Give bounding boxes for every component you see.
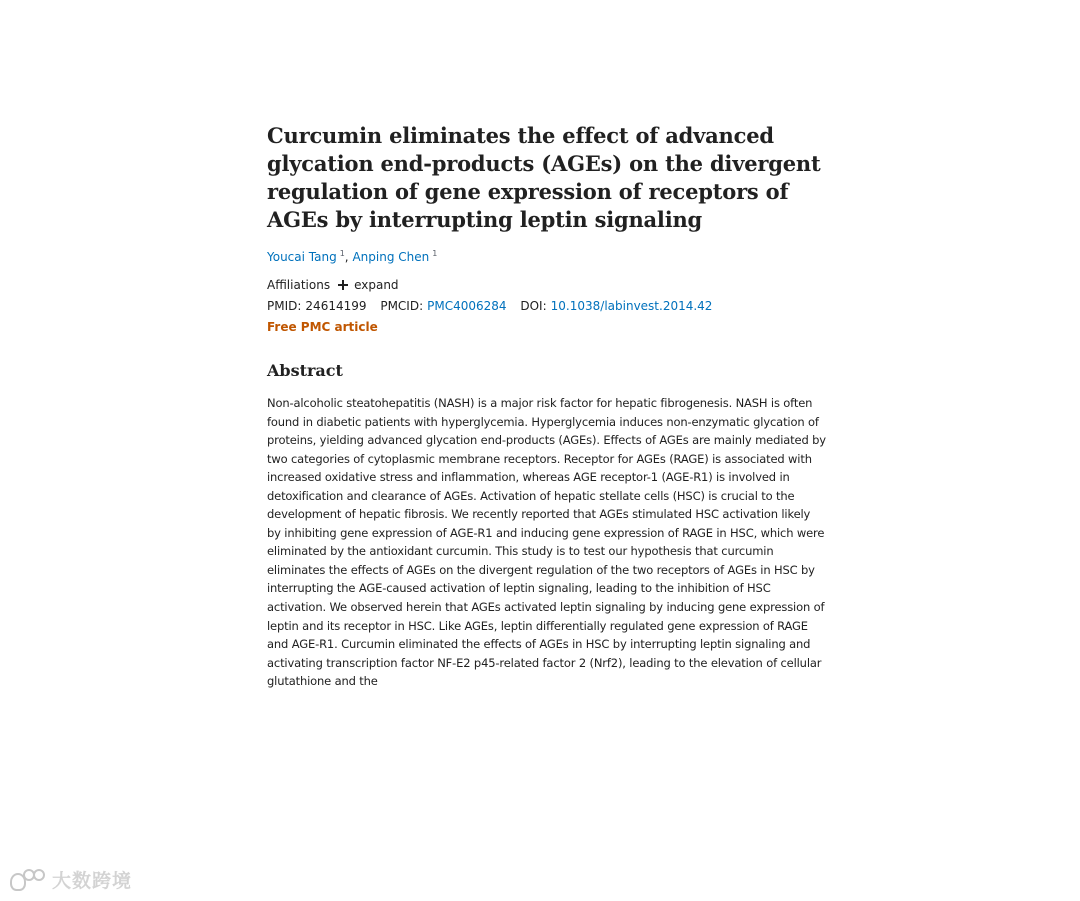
doi-link[interactable]: 10.1038/labinvest.2014.42 bbox=[550, 299, 713, 313]
doi-label: DOI: bbox=[520, 299, 547, 313]
affiliation-ref-2[interactable]: 1 bbox=[432, 249, 438, 258]
abstract-text: Non-alcoholic steatohepatitis (NASH) is a major risk factor for hepatic fibrogenesis. NASH is often found in diabetic patients with hyperglycemia. Hyperglycemia induces non-enzymatic glycation of proteins, yielding advanced glycation end-products (AGEs). Effects of AGEs are mainly mediated by two categories of cytoplasmic membrane receptors. Receptor for AGEs (RAGE) is associated with increased oxidative stress and inflammation, whereas AGE receptor-1 (AGE-R1) is involved in detoxification and clearance of AGEs. Activation of hepatic stellate cells (HSC) is crucial to the development of hepatic fibrosis. We recently reported that AGEs stimulated HSC activation likely by inhibiting gene expression of AGE-R1 and inducing gene expression of RAGE in HSC, which were eliminated by the antioxidant curcumin. This study is to test our hypothesis that curcumin eliminates the effects of AGEs on the divergent regulation of the two receptors of AGEs in HSC by interrupting the AGE-caused activation of leptin signaling, leading to the inhibition of HSC activation. We observed herein that AGEs activated leptin signaling by inducing gene expression of leptin and its receptor in HSC. Like AGEs, leptin differentially regulated gene expression of RAGE and AGE-R1. Curcumin eliminated the effects of AGEs in HSC by interrupting leptin signaling and activating transcription factor NF-E2 p45-related factor 2 (Nrf2), leading to the elevation of cellular glutathione and the bbox=[267, 396, 826, 689]
watermark-logo-icon bbox=[10, 867, 48, 893]
pmcid-label: PMCID: bbox=[380, 299, 424, 313]
article bbox=[267, 122, 827, 689]
free-pmc-article-link[interactable]: Free PMC article bbox=[267, 320, 378, 334]
pmid-label: PMID: bbox=[267, 299, 302, 313]
pmcid-link[interactable]: PMC4006284 bbox=[427, 299, 507, 313]
watermark bbox=[10, 866, 132, 893]
abstract-heading: Abstract bbox=[267, 361, 343, 380]
pmid-group bbox=[267, 299, 370, 313]
pmcid-group bbox=[380, 299, 510, 313]
affiliations-expand-button[interactable] bbox=[338, 276, 398, 294]
author-separator: , bbox=[344, 250, 349, 264]
watermark-text: 大数跨境 bbox=[52, 870, 133, 892]
affiliations-row bbox=[267, 276, 827, 294]
pmid-value: 24614199 bbox=[305, 299, 367, 313]
author-link-youcai-tang[interactable]: Youcai Tang bbox=[267, 250, 337, 264]
article-title: Curcumin eliminates the effect of advanced glycation end-products (AGEs) on the divergent regulation of gene expression of receptors of AGEs by interrupting leptin signaling bbox=[267, 123, 821, 232]
doi-group bbox=[520, 299, 712, 313]
author-link-anping-chen[interactable]: Anping Chen bbox=[352, 250, 430, 264]
plus-icon bbox=[338, 280, 348, 290]
identifiers-row bbox=[267, 297, 827, 315]
affiliations-label: Affiliations bbox=[267, 278, 331, 292]
author-list bbox=[267, 248, 827, 266]
affiliation-ref-1[interactable]: 1 bbox=[339, 249, 345, 258]
expand-label: expand bbox=[354, 278, 399, 292]
